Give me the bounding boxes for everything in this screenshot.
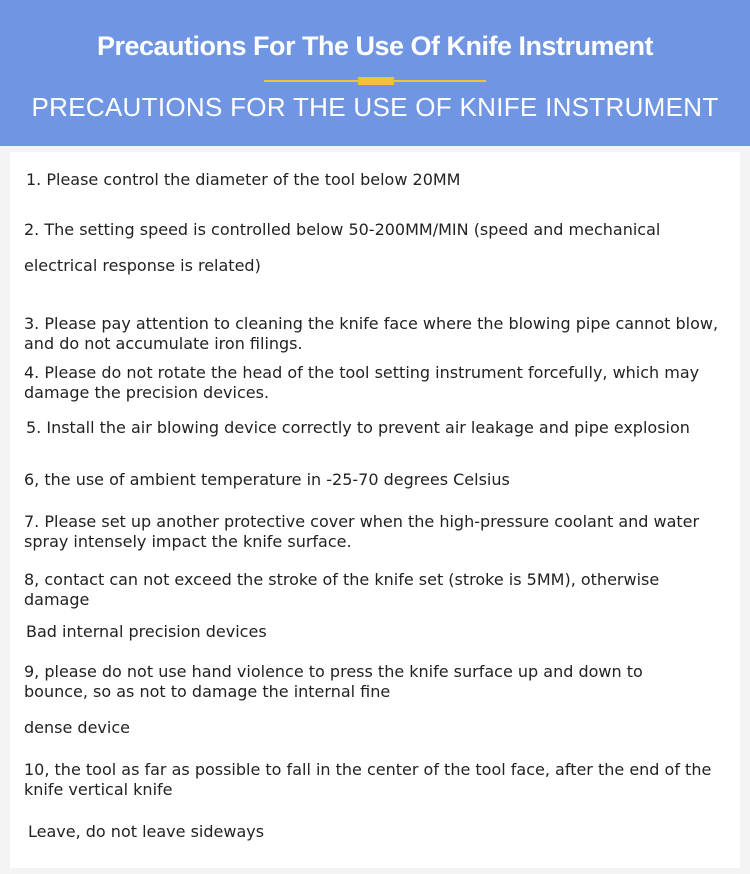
precaution-line: 9, please do not use hand violence to press the knife surface up and down to [24, 662, 643, 681]
precaution-line: 1. Please control the diameter of the tool below 20MM [26, 170, 461, 189]
header-banner [0, 0, 750, 146]
precaution-line: 7. Please set up another protective cover when the high-pressure coolant and water [24, 512, 700, 531]
precaution-line: 3. Please pay attention to cleaning the knife face where the blowing pipe cannot blow, [24, 314, 719, 333]
precaution-line: damage [24, 590, 90, 609]
precaution-line: knife vertical knife [24, 780, 173, 799]
precaution-line: 4. Please do not rotate the head of the tool setting instrument forcefully, which may [24, 363, 700, 382]
precaution-line: 2. The setting speed is controlled below 50-200MM/MIN (speed and mechanical [24, 220, 661, 239]
precaution-line: and do not accumulate iron filings. [24, 334, 303, 353]
title-divider-accent [358, 77, 394, 85]
page-title: Precautions For The Use Of Knife Instrument [96, 31, 654, 61]
precaution-line: 10, the tool as far as possible to fall in the center of the tool face, after the end of the [24, 760, 712, 779]
precaution-line: 8, contact can not exceed the stroke of the knife set (stroke is 5MM), otherwise [24, 570, 660, 589]
precautions-panel [10, 152, 740, 868]
precaution-line: electrical response is related) [24, 256, 261, 275]
precaution-line: 5. Install the air blowing device correctly to prevent air leakage and pipe explosion [26, 418, 690, 437]
precaution-line: Leave, do not leave sideways [28, 822, 265, 841]
page-subtitle: PRECAUTIONS FOR THE USE OF KNIFE INSTRUMENT [31, 92, 719, 122]
precaution-line: dense device [24, 718, 130, 737]
precaution-line: damage the precision devices. [24, 383, 270, 402]
precaution-line: Bad internal precision devices [26, 622, 267, 641]
precaution-line: spray intensely impact the knife surface. [24, 532, 352, 551]
precaution-line: bounce, so as not to damage the internal fine [24, 682, 391, 701]
precaution-line: 6, the use of ambient temperature in -25-70 degrees Celsius [24, 470, 510, 489]
